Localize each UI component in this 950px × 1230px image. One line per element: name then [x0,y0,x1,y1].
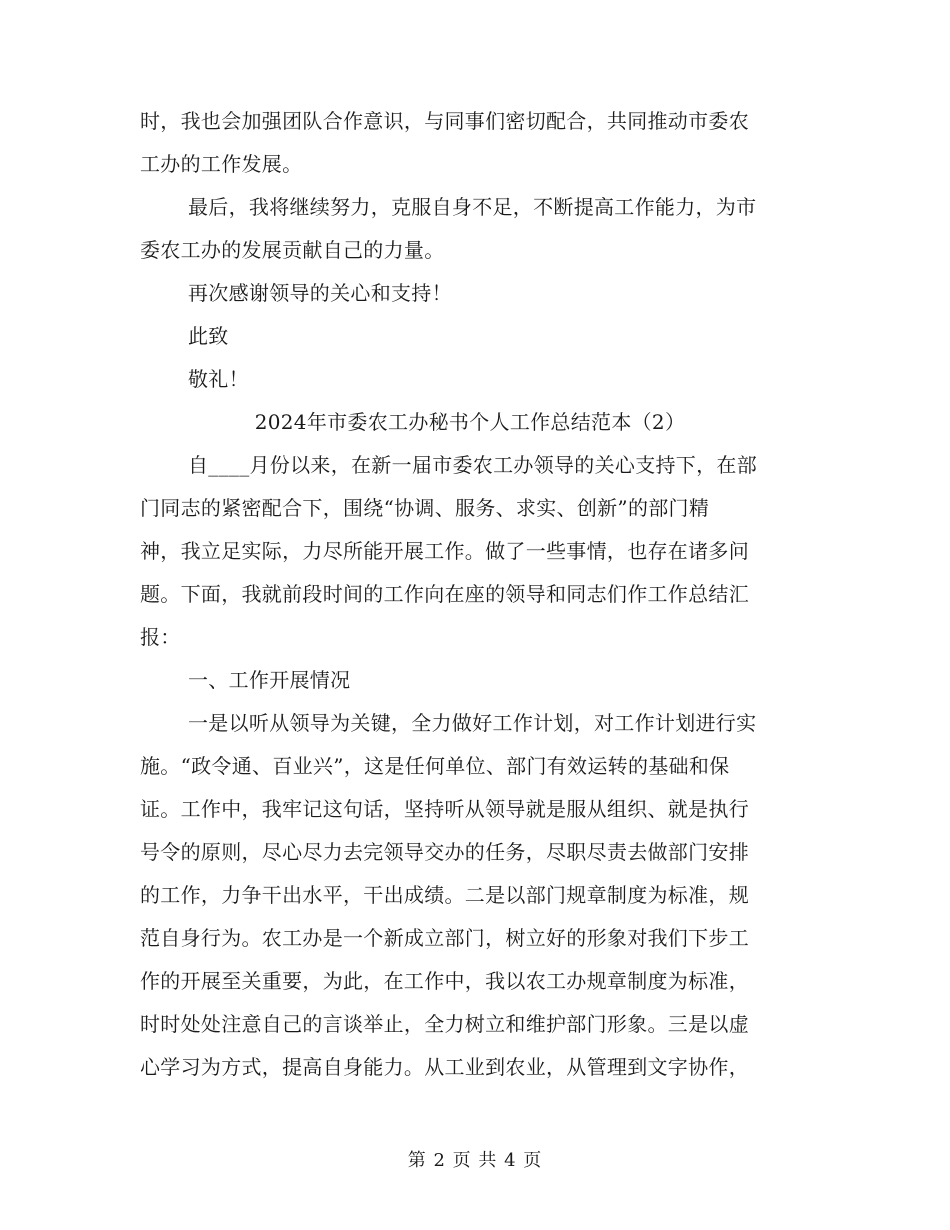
salutation-line: 此致 [188,324,229,348]
section-title: 2024年市委农工办秘书个人工作总结范本（2） [254,410,686,434]
text-line: 时时处处注意自己的言谈举止，全力树立和维护部门形象。三是以虚 [140,1012,749,1036]
text-line: 报： [140,625,181,649]
paragraph-start: 一是以听从领导为关键，全力做好工作计划，对工作计划进行实 [188,711,757,735]
text-line: 门同志的紧密配合下，围绕“协调、服务、求实、创新”的部门精 [140,496,710,520]
text-line: 委农工办的发展贡献自己的力量。 [140,238,445,262]
text-line: 心学习为方式，提高自身能力。从工业到农业，从管理到文字协作， [140,1055,749,1079]
closing-thanks: 再次感谢领导的关心和支持！ [188,281,452,305]
text-line: 工办的工作发展。 [140,152,303,176]
subsection-heading: 一、工作开展情况 [188,668,351,692]
page-number-footer: 第 2 页 共 4 页 [407,1150,543,1171]
text-line: 证。工作中，我牢记这句话，坚持听从领导就是服从组织、就是执行 [140,797,749,821]
paragraph-start: 自____月份以来，在新一届市委农工办领导的关心支持下，在部 [188,453,757,477]
document-body [140,100,800,1089]
text-line: 作的开展至关重要，为此，在工作中，我以农工办规章制度为标准， [140,969,749,993]
text-line: 题。下面，我就前段时间的工作向在座的领导和同志们作工作总结汇 [140,582,749,606]
text-line: 时，我也会加强团队合作意识，与同事们密切配合，共同推动市委农 [140,109,749,133]
text-line: 范自身行为。农工办是一个新成立部门，树立好的形象对我们下步工 [140,926,749,950]
text-line: 号令的原则，尽心尽力去完领导交办的任务，尽职尽责去做部门安排 [140,840,749,864]
salutation-line: 敬礼！ [188,367,249,391]
paragraph-start: 最后，我将继续努力，克服自身不足，不断提高工作能力，为市 [188,195,757,219]
text-line: 施。“政令通、百业兴”，这是任何单位、部门有效运转的基础和保 [140,754,730,778]
text-line: 神，我立足实际，力尽所能开展工作。做了一些事情，也存在诸多问 [140,539,749,563]
text-line: 的工作，力争干出水平，干出成绩。二是以部门规章制度为标准，规 [140,883,749,907]
